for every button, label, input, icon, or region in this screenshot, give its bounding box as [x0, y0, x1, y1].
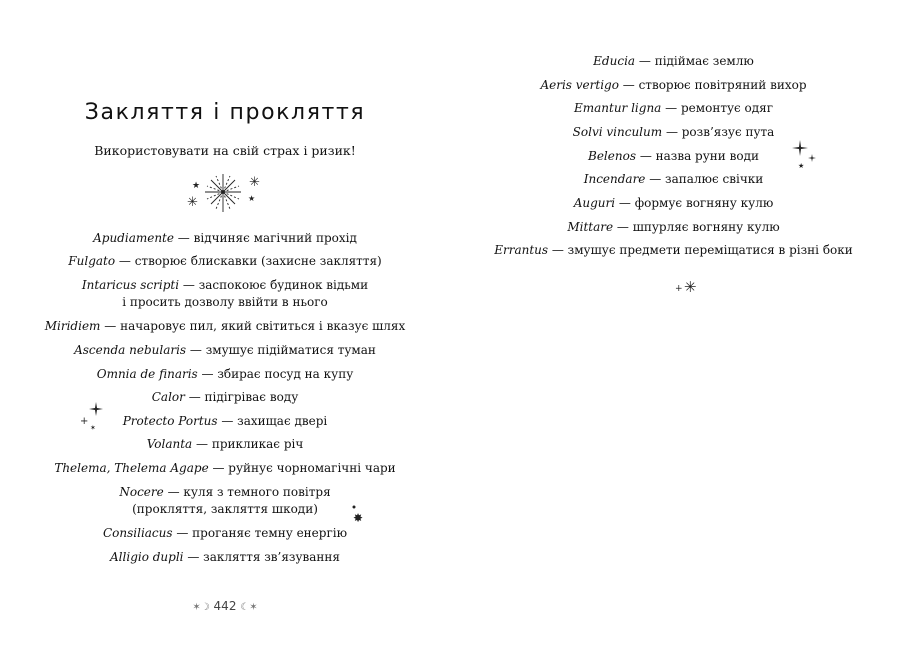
svg-text:★: ★: [192, 181, 201, 191]
spell-entry: [450, 124, 897, 141]
spell-description: — шпурляє вогняну кулю: [613, 220, 780, 234]
svg-text:✸: ✸: [353, 511, 364, 525]
spell-entry: [450, 242, 897, 259]
spell-description: — руйнує чорномагічні чари: [208, 461, 396, 475]
page-number: 442: [213, 599, 237, 613]
spell-description-continued: і просить дозволу ввійти в нього: [122, 295, 328, 309]
spell-description: — куля з темного повітря: [163, 485, 331, 499]
spell-entry: [0, 318, 450, 335]
spell-name: Calor: [151, 390, 185, 404]
spell-entry: [0, 549, 450, 566]
spell-name: Thelema, Thelema Agape: [54, 461, 209, 475]
spell-entry: [450, 219, 897, 236]
spell-name: Solvi vinculum: [572, 125, 663, 139]
spell-description: — створює повітряний вихор: [618, 78, 807, 92]
svg-text:✳: ✳: [249, 175, 260, 190]
spell-entry: [450, 148, 897, 165]
spell-name: Fulgato: [68, 254, 116, 268]
spell-entry: [0, 342, 450, 359]
page-title: Закляття і прокляття: [84, 100, 366, 125]
sparkle-cluster-icon: [185, 168, 265, 216]
spell-description: — начаровує пил, який світиться і вказує шлях: [100, 319, 406, 333]
spell-description: — назва руни води: [636, 149, 759, 163]
page-subtitle: Використовувати на свій страх і ризик!: [94, 143, 356, 158]
spell-name: Consiliacus: [102, 526, 173, 540]
svg-text:+: +: [80, 416, 89, 427]
spell-name: Mittare: [567, 220, 614, 234]
spell-description: — змушує підійматися туман: [186, 343, 376, 357]
moon-ornament-icon: ☾✶: [240, 602, 258, 613]
spell-name: Apudiamente: [93, 231, 174, 245]
svg-text:✳: ✳: [187, 195, 198, 210]
spell-name: Intaricus scripti: [81, 278, 180, 292]
spell-description: — ремонтує одяг: [661, 101, 774, 115]
spell-name: Protecto Portus: [122, 414, 218, 428]
spell-entry: [0, 525, 450, 542]
spell-description: — підіймає землю: [635, 54, 754, 68]
spell-name: Belenos: [588, 149, 636, 163]
spell-description: — закляття зв’язування: [183, 550, 340, 564]
spell-entry: [0, 413, 450, 430]
spell-name: Emantur ligna: [573, 101, 662, 115]
spell-name: Errantus: [494, 243, 549, 257]
spell-entry: [450, 77, 897, 94]
spell-name: Aeris vertigo: [540, 78, 619, 92]
spell-entry: [0, 460, 450, 477]
spell-name: Miridiem: [44, 319, 101, 333]
spell-description: — створює блискавки (захисне закляття): [115, 254, 382, 268]
spell-name: Volanta: [146, 437, 193, 451]
spell-entry: [450, 53, 897, 70]
spell-name: Nocere: [119, 485, 164, 499]
spell-name: Educia: [593, 54, 636, 68]
spell-description-continued: (прокляття, закляття шкоди): [132, 502, 318, 516]
spell-description: — збирає посуд на купу: [197, 367, 354, 381]
spell-description: — підігріває воду: [184, 390, 299, 404]
moon-ornament-icon: ✶☽: [192, 602, 210, 613]
spell-description: — запалює свічки: [645, 172, 764, 186]
sparkle-icon: [790, 138, 816, 172]
spell-name: Alligio dupli: [110, 550, 184, 564]
spell-entry: [450, 100, 897, 117]
spell-entry: [450, 171, 897, 188]
svg-text:✶: ✶: [90, 424, 96, 432]
spell-name: Ascenda nebularis: [74, 343, 187, 357]
spell-description: — захищає двері: [217, 414, 328, 428]
svg-text:★: ★: [798, 162, 805, 170]
spell-entry: [0, 366, 450, 383]
spell-entry: [0, 230, 450, 247]
spell-description: — прикликає річ: [192, 437, 304, 451]
spell-entry: [0, 484, 450, 518]
page-footer: [0, 599, 450, 613]
spell-description: — заспокоює будинок відьми: [179, 278, 369, 292]
spell-description: — проганяє темну енергію: [172, 526, 348, 540]
spell-entry: [0, 389, 450, 406]
spell-description: — розв’язує пута: [662, 125, 775, 139]
spell-entry: [0, 277, 450, 311]
spell-name: Auguri: [573, 196, 616, 210]
svg-text:✳: ✳: [684, 278, 697, 295]
spell-description: — відчиняє магічний прохід: [173, 231, 357, 245]
spell-description: — формує вогняну кулю: [615, 196, 774, 210]
spell-entry: [450, 195, 897, 212]
spell-name: Incendare: [583, 172, 646, 186]
spell-description: — змушує предмети переміщатися в різні боки: [548, 243, 853, 257]
svg-text:+: +: [675, 284, 683, 294]
sparkle-icon: [675, 277, 703, 295]
spell-name: Omnia de finaris: [96, 367, 198, 381]
spell-entry: [0, 436, 450, 453]
right-page: [450, 0, 897, 650]
svg-text:★: ★: [248, 194, 256, 203]
spell-entry: [0, 253, 450, 270]
